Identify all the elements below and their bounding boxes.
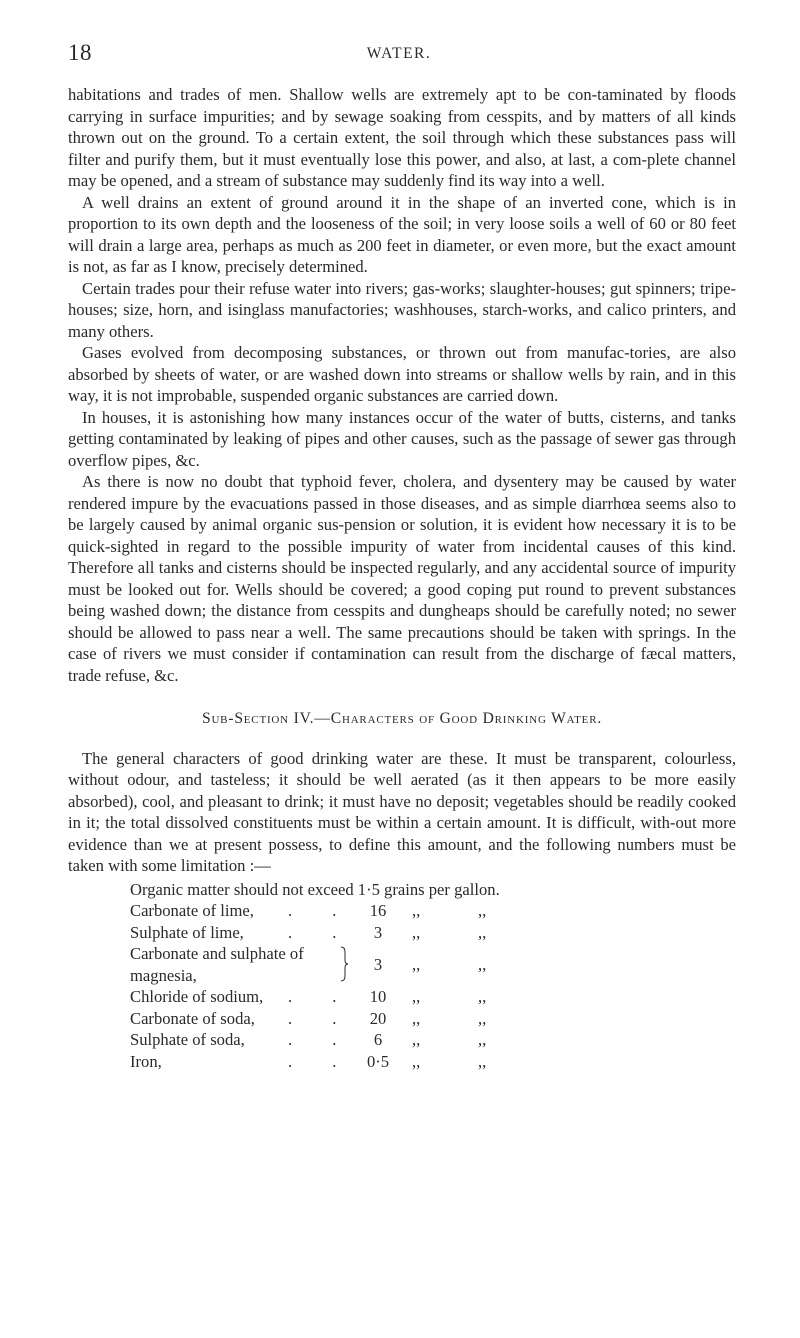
ditto-mark: ,, <box>412 1030 421 1049</box>
ditto-mark: ,, <box>412 922 421 942</box>
ditto-mark: ,, <box>412 1008 421 1028</box>
paragraph: In houses, it is astonishing how many instances occur of the water of butts, cisterns, and tanks getting contaminated by leaking of pipes and other causes, such as the passage of sewer gas through overflow pipes, &c. <box>68 407 736 470</box>
limit-row <box>130 986 736 1008</box>
ditto-mark: ,, <box>412 955 421 974</box>
ditto-mark: ,, <box>478 901 487 920</box>
limit-row <box>130 1029 736 1051</box>
limit-row <box>130 922 736 944</box>
ditto-mark: ,, <box>478 987 487 1006</box>
brace-icon <box>340 946 348 982</box>
limit-name: Iron, <box>130 1051 162 1071</box>
limit-name: Carbonate of lime, <box>130 901 254 920</box>
limit-value: 0·5 <box>366 1051 390 1071</box>
paragraph: A well drains an extent of ground around it in the shape of an inverted cone, which is in proportion to its own depth and the looseness of the soil; in very loose soils a well of 60 or 80 feet will drain a large area, perhaps as much as 200 feet in diameter, or even more, but the exact amount is not, as far as I know, precisely determined. <box>68 192 736 276</box>
leader-dots: . . <box>288 1008 355 1028</box>
ditto-mark: ,, <box>478 1030 487 1049</box>
running-head <box>68 40 730 68</box>
limit-name: Carbonate of soda, <box>130 1008 255 1028</box>
leader-dots: . . <box>288 922 355 942</box>
ditto-mark: ,, <box>478 1051 487 1071</box>
paragraph: Certain trades pour their refuse water into rivers; gas-works; slaughter-houses; gut spinners; tripe-houses; size, horn, and isinglass manufactories; washhouses, starch-works, and calico printers, and many others. <box>68 278 736 341</box>
limit-name: Carbonate and sulphate of <box>130 944 304 963</box>
limit-row <box>130 1051 736 1073</box>
ditto-mark: ,, <box>412 1051 421 1071</box>
limit-intro: Organic matter should not exceed 1·5 grains per gallon. <box>130 879 500 899</box>
limit-name-continued: magnesia, <box>130 965 197 985</box>
section-heading: Sub-Section IV.—Characters of Good Drinking Water. <box>201 710 603 727</box>
limit-name: Chloride of sodium, <box>130 987 264 1006</box>
paragraph: As there is now no doubt that typhoid fever, cholera, and dysentery may be caused by water rendered impure by the evacuations passed in those diseases, and as simple diarrhœa seems also to be largely caused by animal organic sus-pension or solution, it is evident how necessary it is to be quick-sighted in regard to the possible impurity of water from incidental causes of this kind. Therefore all tanks and cisterns should be inspected regularly, and any accidental source of impurity must be looked out for. Wells should be covered; a good coping put round to prevent substances being washed down; the distance from cesspits and dungheaps should be carefully noted; no sewer should be allowed to pass near a well. The same precautions should be taken with springs. In the case of rivers we must consider if contamination can result from the discharge of fæcal matters, trade refuse, &c. <box>68 472 736 685</box>
ditto-mark: ,, <box>412 987 421 1006</box>
limit-value: 3 <box>373 922 383 942</box>
ditto-mark: ,, <box>412 901 421 920</box>
limit-value: 16 <box>369 901 387 920</box>
limit-row <box>130 943 736 986</box>
page-number: 18 <box>68 40 92 65</box>
limit-value: 10 <box>369 987 387 1006</box>
paragraph: The general characters of good drinking water are these. It must be transparent, colourless, without odour, and tasteless; it should be well aerated (as it then appears to be more easily absorbed), cool, and pleasant to drink; it must have no deposit; vegetables should be readily cooked in it; the total dissolved constituents must be within a certain amount. It is difficult, with-out more evidence than we at present possess, to define this amount, and the following numbers must be taken with some limitation :— <box>68 748 736 875</box>
ditto-mark: ,, <box>478 955 487 974</box>
limit-row <box>130 1008 736 1030</box>
limit-name: Sulphate of lime, <box>130 922 244 942</box>
limits-table <box>130 879 736 1073</box>
paragraph: Gases evolved from decomposing substances, or thrown out from manufac-tories, are also absorbed by sheets of water, or are washed down into streams or shallow wells by rain, and in this way, it is not improbable, suspended organic substances are carried down. <box>68 343 736 405</box>
limit-name: Sulphate of soda, <box>130 1030 245 1049</box>
paragraph: habitations and trades of men. Shallow wells are extremely apt to be con-taminated by floods carrying in surface impurities; and by sewage soaking from cesspits, and by matters of all kinds thrown out on the ground. To a certain extent, the soil through which these substances pass will filter and purify them, but it must eventually lose this power, and also, at last, a com-plete channel may be opened, and a stream of substance may suddenly find its way into a well. <box>68 85 736 190</box>
limit-row <box>130 900 736 922</box>
leader-dots: . . <box>288 1051 355 1071</box>
limit-value: 3 <box>373 955 383 974</box>
leader-dots: . . <box>288 1030 355 1049</box>
limit-value: 6 <box>373 1030 383 1049</box>
limit-row-organic-matter <box>130 879 736 901</box>
ditto-mark: ,, <box>478 922 487 942</box>
ditto-mark: ,, <box>478 1008 487 1028</box>
leader-dots: . . <box>288 987 355 1006</box>
limit-value: 20 <box>369 1008 387 1028</box>
running-title: WATER. <box>366 45 432 62</box>
leader-dots: . . <box>288 901 355 920</box>
body-text <box>68 84 736 1072</box>
